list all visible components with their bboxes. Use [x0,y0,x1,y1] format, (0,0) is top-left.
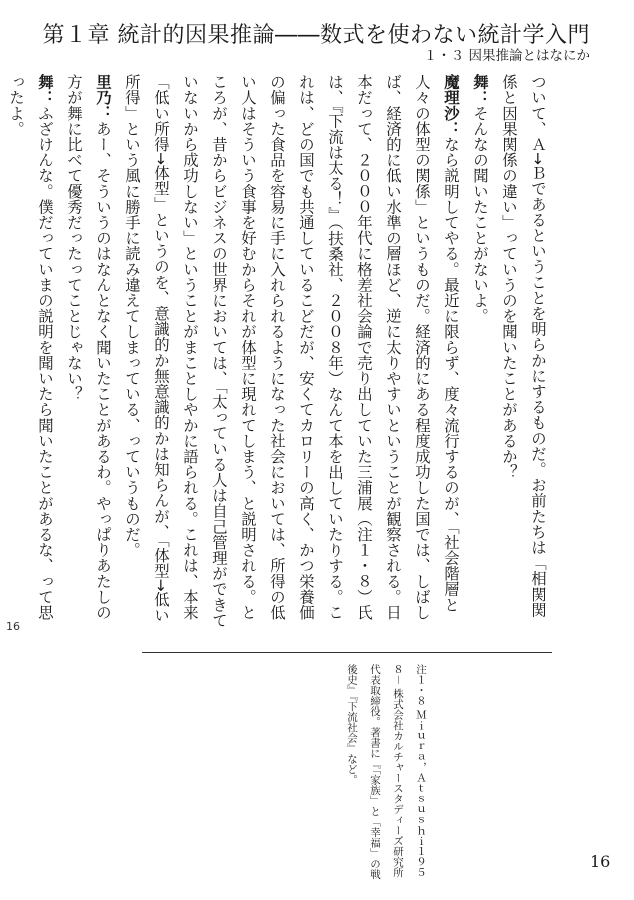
speaker-name: 里乃 ： [94,74,112,121]
dialogue-line [1,74,59,630]
speaker-name: 舞 ： [36,74,54,105]
opening-paragraph: ついて、Ａ→Ｂであるということを明らかにするものだ。お前たちは「相関関係と因果関係の違い」っていうのを聞いたことがあるか？ [500,74,547,618]
dialogue-text: なら説明してやる。最近に限らず、度々流行するのが、「社会階層と人々の体型の関係」というものだ。経済的にある程度成功した国では、しばしば、経済的に低い水準の層ほど、逆に太りやすいということが観察される。日本だって、２０００年代に格差社会論で売り出していた三浦展（注１・８）氏は、『下流は太る！』（扶桑社、２００８年）なんて本を出していたりする。これは、どの国でも共通しているこどだが、安くてカロリーの高く、かつ栄養価の偏った食品を容易に手に入れられるようになった社会においては、所得の低い人はそういう食事を好むからそれが体型に現れてしまう、と説明される。ところが、昔からビジネスの世界においては、「太っている人は自己管理ができていないから成功しない」ということがまことしやかに語られる。これは、本来「低い所得→体型」というのを、意識的か無意識的かは知らんが、「体型→低い所得」という風に勝手に読み違えてしまっている、っていうものだ。 [123,74,460,628]
page-number-right: 16 [590,852,611,871]
section-subtitle: １・３ 因果推論とはなにか [423,48,590,64]
footnote-item: 注１・８ Ｍｉｕｒａ，Ａｔｓｕｓｈｉ１９５８－ 株式会社カルチャースタディーズ研究所代表取締役。著書に『「家族」と「幸福」の戦後史』『下流社会』など。 [346,664,427,880]
dialogue-line [59,74,117,630]
dialogue-line [0,74,1,630]
dialogue-line [117,74,465,630]
speaker-name: 舞 ： [471,74,489,105]
page-number-left: 16 [6,620,20,633]
dialogue-text: あー、そういうのはなんとなく聞いたことがあるわ。やっぱりあたしの方が舞に比べて優秀だったってことじゃない？ [65,74,112,621]
footnote-divider [142,652,552,653]
footnote-area [232,664,432,886]
speaker-name: 魔理沙 ： [442,74,460,136]
dialogue-line [465,74,494,630]
dialogue-text: ふざけんな。僕だっていまの説明を聞いたら聞いたことがあるな、って思ったよ。 [7,74,54,621]
chapter-title: 第１章 統計的因果推論――数式を使わない統計学入門 [42,23,590,48]
dialogue-text: そんなの聞いたことがないよ。 [471,105,489,324]
